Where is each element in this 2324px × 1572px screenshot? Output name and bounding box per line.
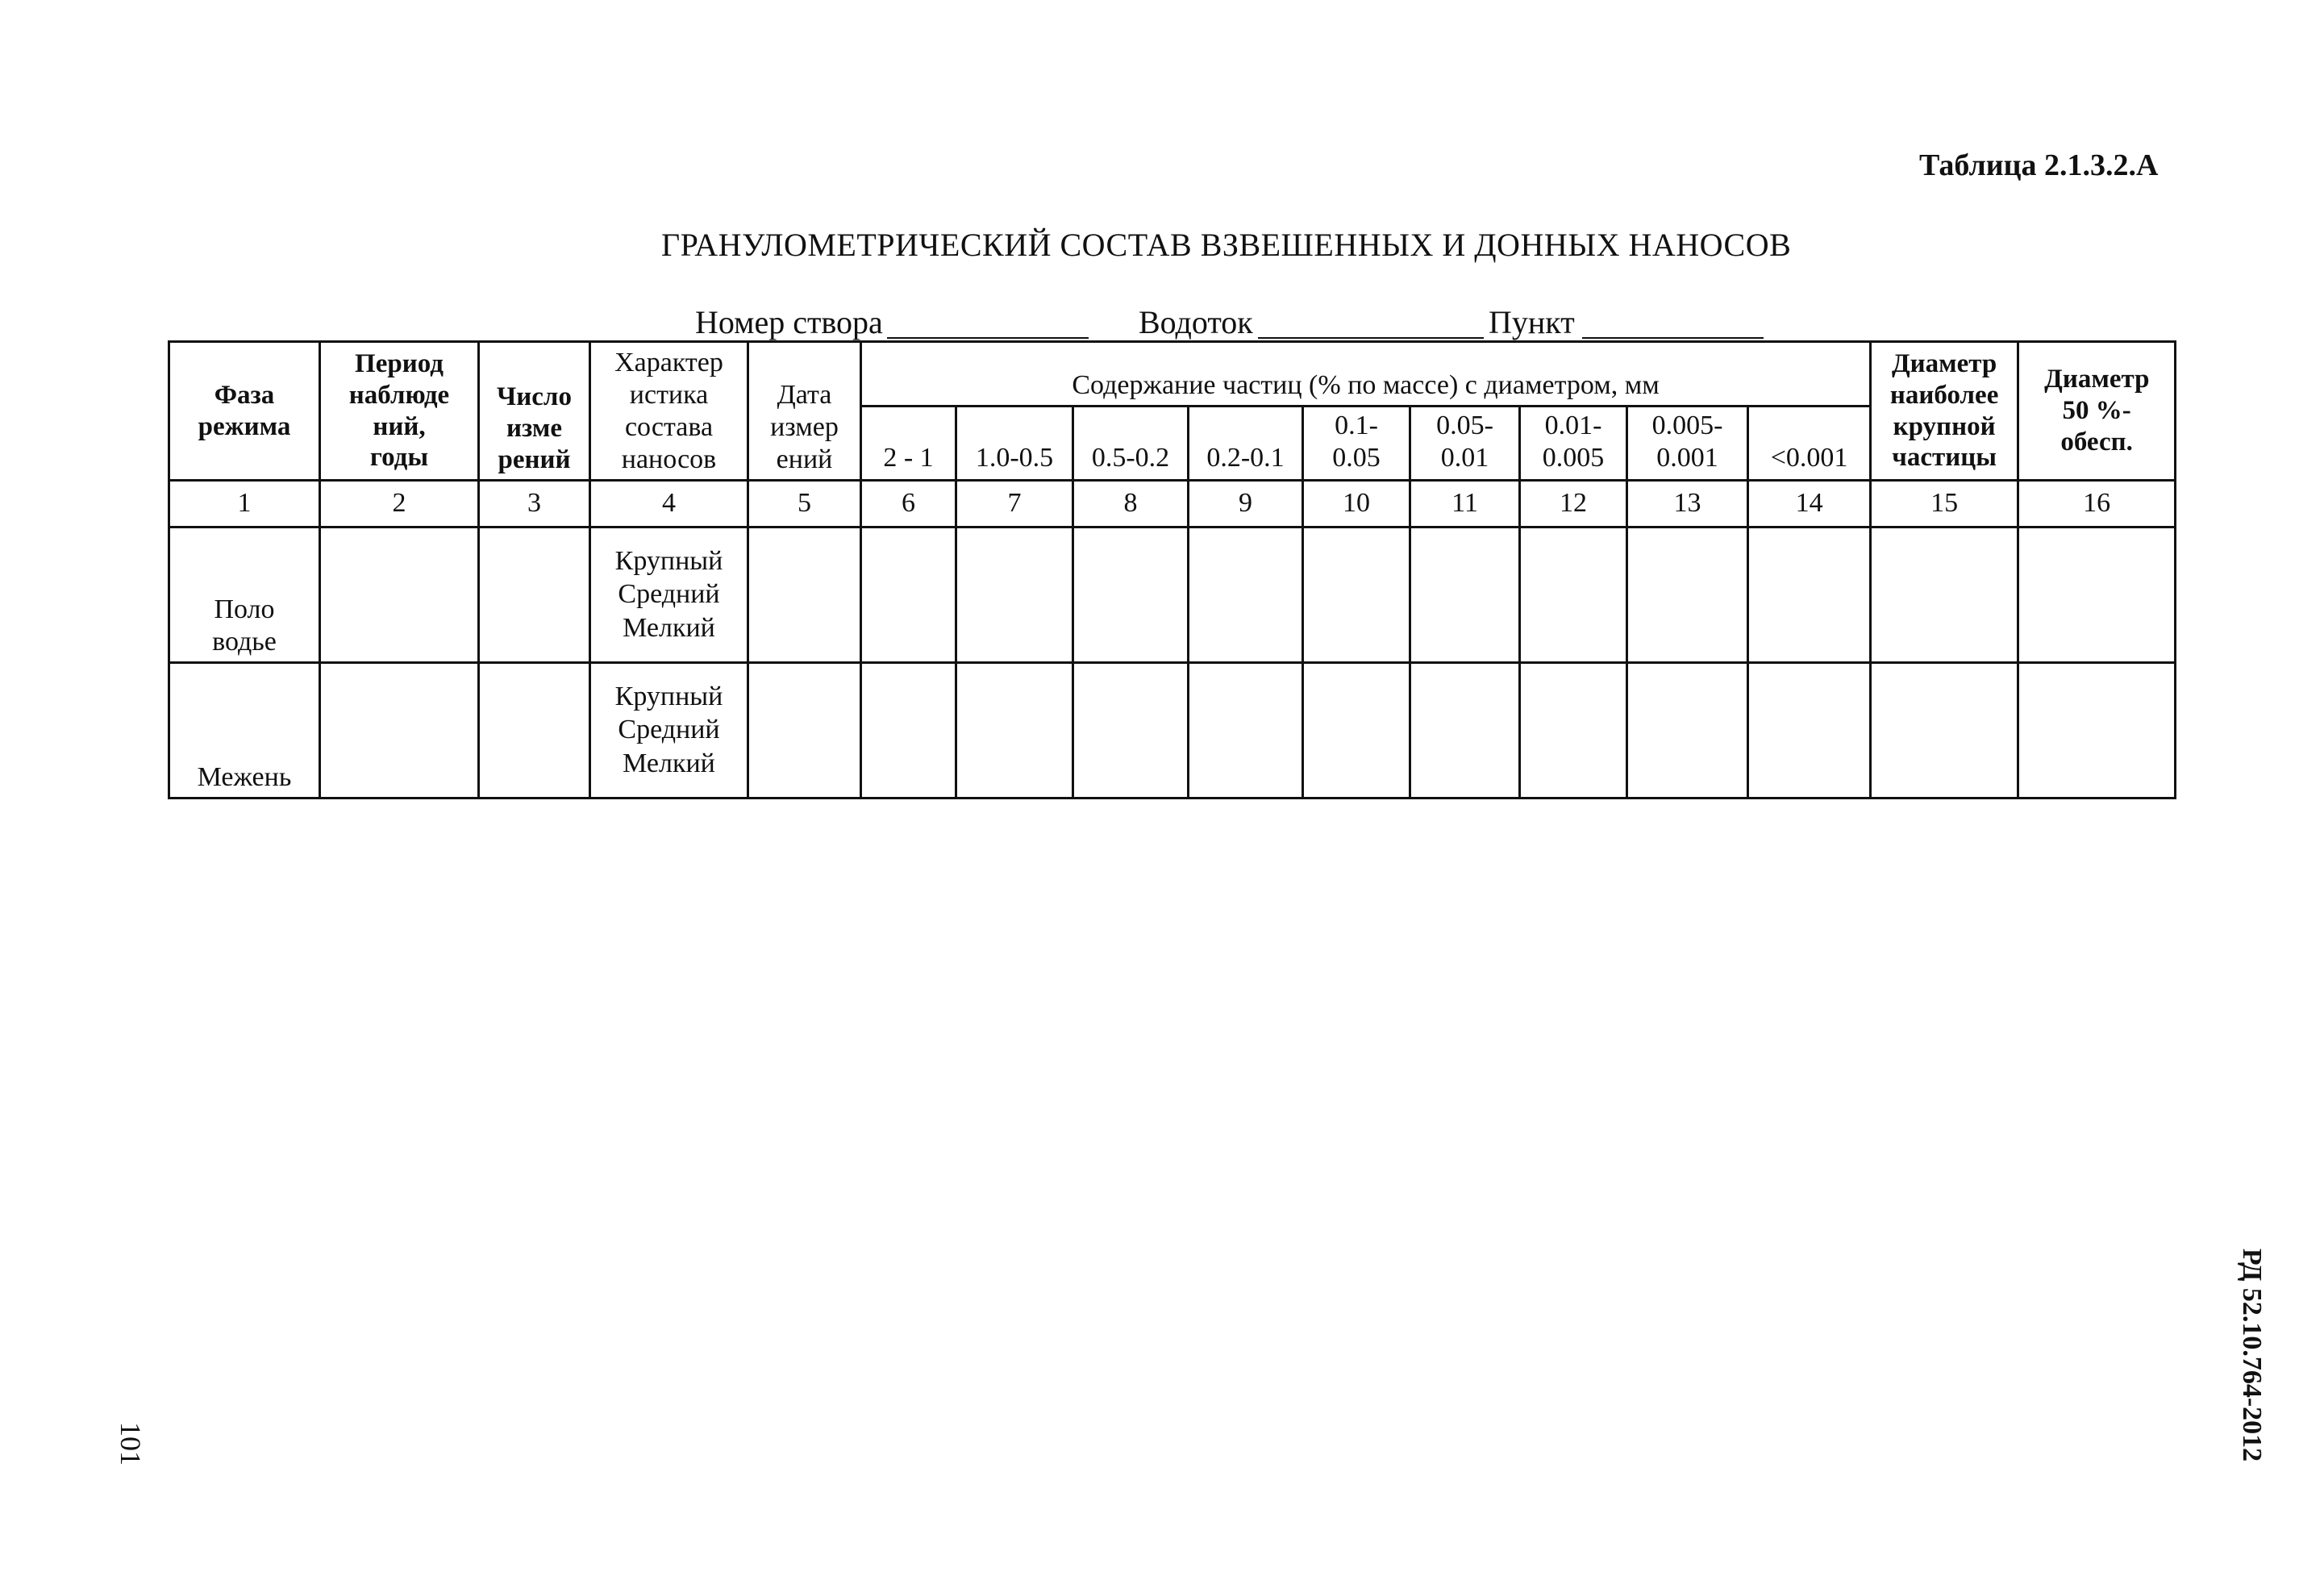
fraction-header: 2 - 1	[861, 407, 956, 481]
field-label-point: Пункт	[1489, 304, 1575, 340]
granulometry-table	[168, 340, 2176, 799]
page-number: 101	[115, 1422, 147, 1466]
character-fine: Мелкий	[623, 612, 715, 643]
empty-cell	[861, 527, 956, 663]
empty-cell	[479, 663, 590, 799]
column-number: 11	[1410, 481, 1520, 527]
field-label-watercourse: Водоток	[1139, 304, 1253, 340]
col-header-particle-content: Содержание частиц (% по массе) с диаметром, мм	[861, 342, 1871, 407]
empty-cell	[1748, 527, 1871, 663]
col-header-character: Характер истика состава наносов	[590, 342, 748, 481]
column-number: 10	[1303, 481, 1410, 527]
empty-cell	[320, 527, 479, 663]
column-number: 3	[479, 481, 590, 527]
empty-cell	[1871, 527, 2018, 663]
empty-cell	[1073, 663, 1189, 799]
fraction-header: <0.001	[1748, 407, 1871, 481]
empty-cell	[1410, 663, 1520, 799]
empty-cell	[748, 527, 861, 663]
character-medium: Средний	[618, 579, 720, 610]
column-number: 12	[1520, 481, 1627, 527]
phase-cell: Поло водье	[169, 527, 320, 663]
col-header-phase: Фаза режима	[169, 342, 320, 481]
fraction-header: 0.005- 0.001	[1627, 407, 1748, 481]
column-number: 9	[1189, 481, 1303, 527]
character-medium: Средний	[618, 715, 720, 745]
table-row-flood	[169, 527, 2176, 663]
col-header-largest-diameter: Диаметр наиболее крупной частицы	[1871, 342, 2018, 481]
fraction-header: 1.0-0.5	[956, 407, 1073, 481]
empty-cell	[1303, 663, 1410, 799]
fraction-header: 0.5-0.2	[1073, 407, 1189, 481]
table-row-low-water	[169, 663, 2176, 799]
col-header-d50: Диаметр 50 %- обесп.	[2018, 342, 2176, 481]
fraction-header: 0.05- 0.01	[1410, 407, 1520, 481]
col-header-period: Период наблюде ний, годы	[320, 342, 479, 481]
empty-cell	[956, 527, 1073, 663]
column-number: 16	[2018, 481, 2176, 527]
empty-cell	[1073, 527, 1189, 663]
empty-cell	[1627, 663, 1748, 799]
column-number: 15	[1871, 481, 2018, 527]
empty-cell	[1410, 527, 1520, 663]
column-number: 4	[590, 481, 748, 527]
fraction-header: 0.1- 0.05	[1303, 407, 1410, 481]
empty-cell	[748, 663, 861, 799]
field-line-section-number	[887, 337, 1089, 339]
empty-cell	[1748, 663, 1871, 799]
table-number: Таблица 2.1.3.2.А	[1919, 148, 2159, 182]
empty-cell	[956, 663, 1073, 799]
empty-cell	[861, 663, 956, 799]
column-number: 14	[1748, 481, 1871, 527]
column-number: 6	[861, 481, 956, 527]
empty-cell	[1520, 663, 1627, 799]
empty-cell	[1871, 663, 2018, 799]
fraction-header: 0.2-0.1	[1189, 407, 1303, 481]
empty-cell	[1189, 663, 1303, 799]
character-fine: Мелкий	[623, 748, 715, 778]
empty-cell	[479, 527, 590, 663]
character-coarse: Крупный	[614, 546, 723, 576]
empty-cell	[320, 663, 479, 799]
column-number: 13	[1627, 481, 1748, 527]
character-coarse: Крупный	[614, 682, 723, 711]
field-line-watercourse	[1258, 337, 1484, 339]
character-cell	[590, 663, 748, 799]
col-header-count: Число изме рений	[479, 342, 590, 481]
column-number: 7	[956, 481, 1073, 527]
document-code: РД 52.10.764-2012	[2237, 1248, 2267, 1462]
column-number: 5	[748, 481, 861, 527]
empty-cell	[1627, 527, 1748, 663]
field-line-point	[1582, 337, 1764, 339]
phase-cell: Межень	[169, 663, 320, 799]
column-number: 2	[320, 481, 479, 527]
empty-cell	[2018, 527, 2176, 663]
col-header-date: Дата измер ений	[748, 342, 861, 481]
empty-cell	[2018, 663, 2176, 799]
empty-cell	[1520, 527, 1627, 663]
empty-cell	[1303, 527, 1410, 663]
field-label-section-number: Номер створа	[695, 304, 883, 340]
column-number: 1	[169, 481, 320, 527]
column-number: 8	[1073, 481, 1189, 527]
character-cell	[590, 527, 748, 663]
document-title: ГРАНУЛОМЕТРИЧЕСКИЙ СОСТАВ ВЗВЕШЕННЫХ И ДОННЫХ НАНОСОВ	[661, 227, 1792, 263]
empty-cell	[1189, 527, 1303, 663]
fraction-header: 0.01- 0.005	[1520, 407, 1627, 481]
